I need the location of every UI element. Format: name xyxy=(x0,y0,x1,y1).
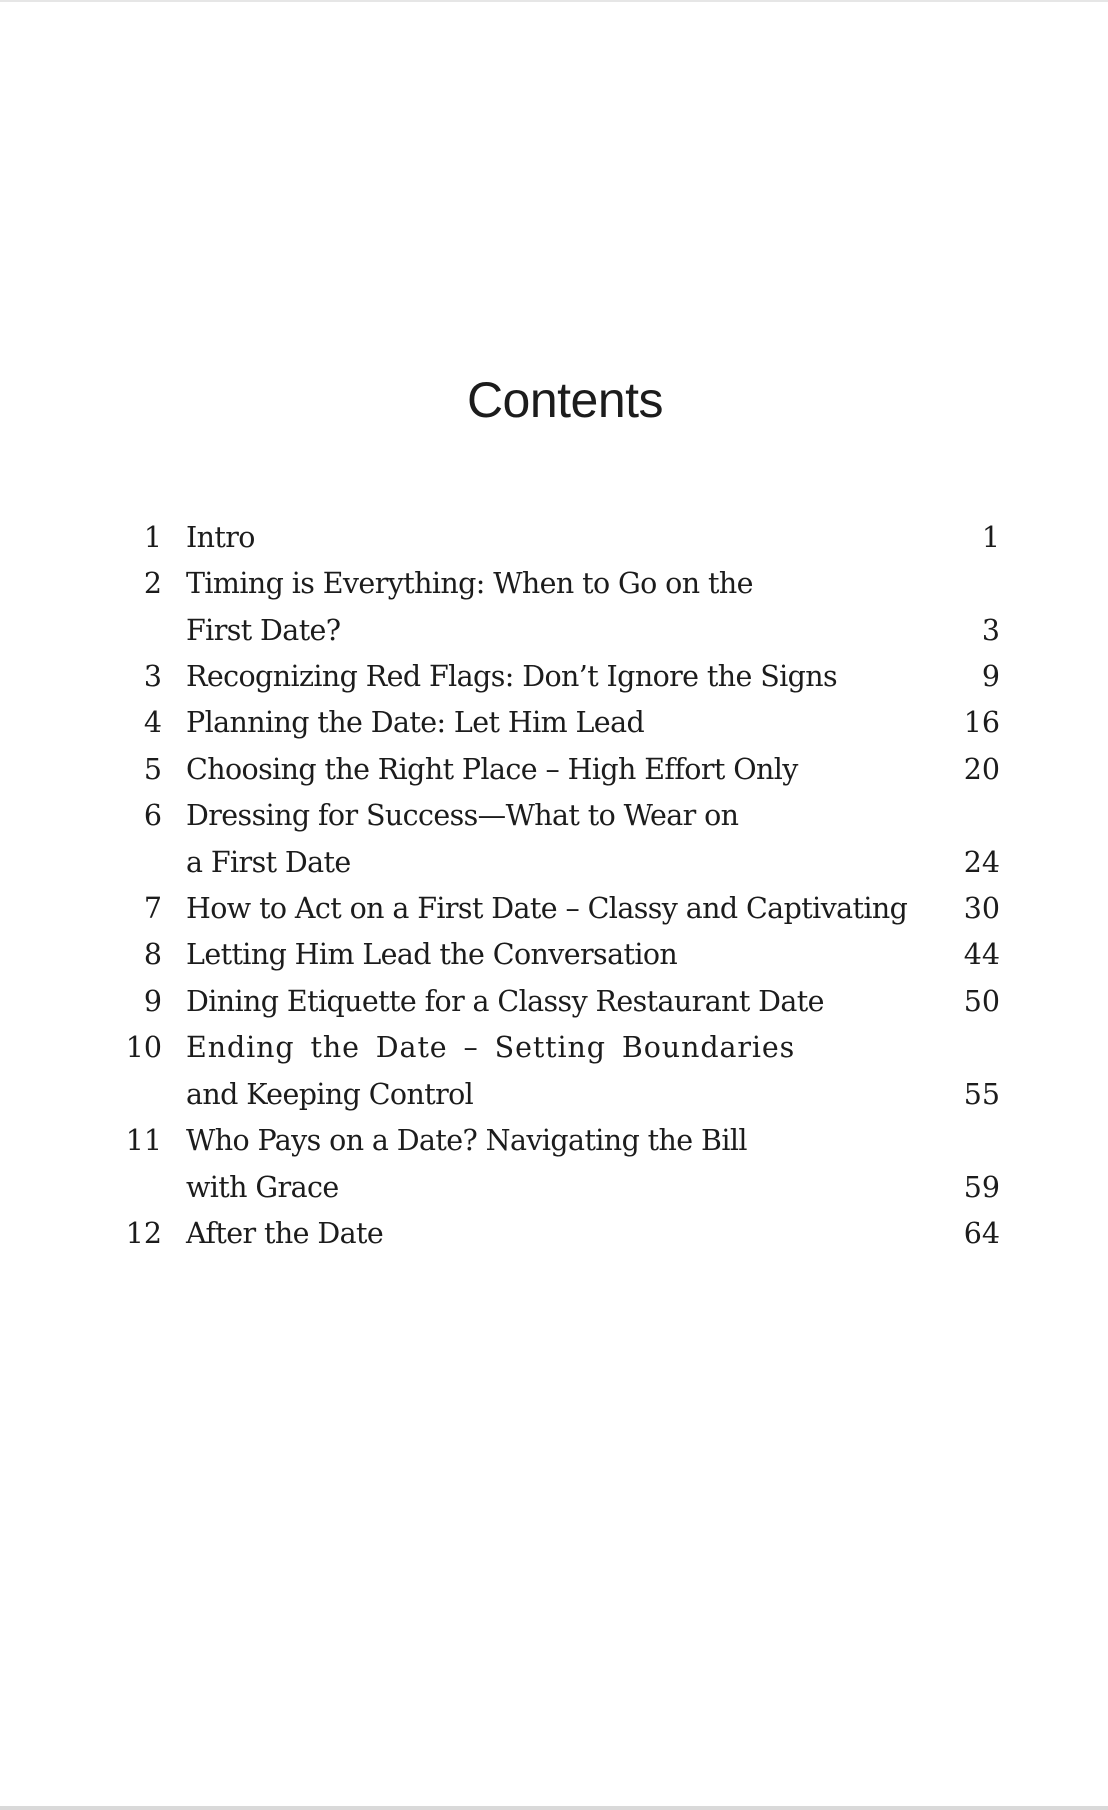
toc-entry-page: 64 xyxy=(963,1217,1000,1250)
toc-entry-number: 3 xyxy=(143,660,162,693)
toc-entry-title-continued: a First Date xyxy=(186,846,351,879)
toc-entry-title: Recognizing Red Flags: Don’t Ignore the Signs xyxy=(186,660,838,693)
toc-entry-page: 30 xyxy=(963,892,1000,925)
toc-entry-number: 12 xyxy=(125,1217,162,1250)
toc-entry-number: 7 xyxy=(143,892,162,925)
toc-entry-title: Choosing the Right Place – High Effort Only xyxy=(186,753,798,786)
toc-entry-number: 4 xyxy=(143,706,162,739)
toc-entry-number: 11 xyxy=(125,1124,162,1157)
toc-entry-number: 6 xyxy=(143,799,162,832)
toc-entry-title: Timing is Everything: When to Go on the xyxy=(186,567,753,600)
toc-entry-title: Planning the Date: Let Him Lead xyxy=(186,706,645,739)
toc-entry-title: How to Act on a First Date – Classy and Captivating xyxy=(186,892,908,925)
page-bottom-edge xyxy=(0,1806,1108,1810)
toc-entry-title: Letting Him Lead the Conversation xyxy=(186,938,678,971)
toc-entry-title: Dining Etiquette for a Classy Restaurant Date xyxy=(186,985,824,1018)
toc-entry-page: 16 xyxy=(963,706,1000,739)
toc-entry-number: 1 xyxy=(143,521,162,554)
toc-entry-page: 20 xyxy=(963,753,1000,786)
toc-entry-page: 3 xyxy=(981,614,1000,647)
toc-entry-number: 10 xyxy=(125,1031,162,1064)
toc-entry-title-continued: with Grace xyxy=(186,1171,339,1204)
toc-entry-title-continued: and Keeping Control xyxy=(186,1078,474,1111)
toc-entry-number: 8 xyxy=(143,938,162,971)
toc-entry-page: 50 xyxy=(963,985,1000,1018)
toc-entry-page: 9 xyxy=(981,660,1000,693)
toc-entry-title: Ending the Date – Setting Boundaries xyxy=(186,1031,796,1064)
toc-entry-page: 24 xyxy=(963,846,1000,879)
contents-title: Contents xyxy=(466,372,664,428)
toc-entry-page: 44 xyxy=(963,938,1000,971)
toc-entry-title: Intro xyxy=(186,521,255,554)
toc-entry-number: 5 xyxy=(143,753,162,786)
toc-entry-page: 1 xyxy=(981,521,1000,554)
toc-entry-page: 59 xyxy=(963,1171,1000,1204)
toc-entry-title: After the Date xyxy=(186,1217,384,1250)
toc-entry-number: 2 xyxy=(143,567,162,600)
toc-entry-title: Dressing for Success—What to Wear on xyxy=(186,799,739,832)
toc-entry-title-continued: First Date? xyxy=(186,614,341,647)
toc-entry-number: 9 xyxy=(143,985,162,1018)
toc-entry-title: Who Pays on a Date? Navigating the Bill xyxy=(186,1124,747,1157)
toc-entry-page: 55 xyxy=(963,1078,1000,1111)
